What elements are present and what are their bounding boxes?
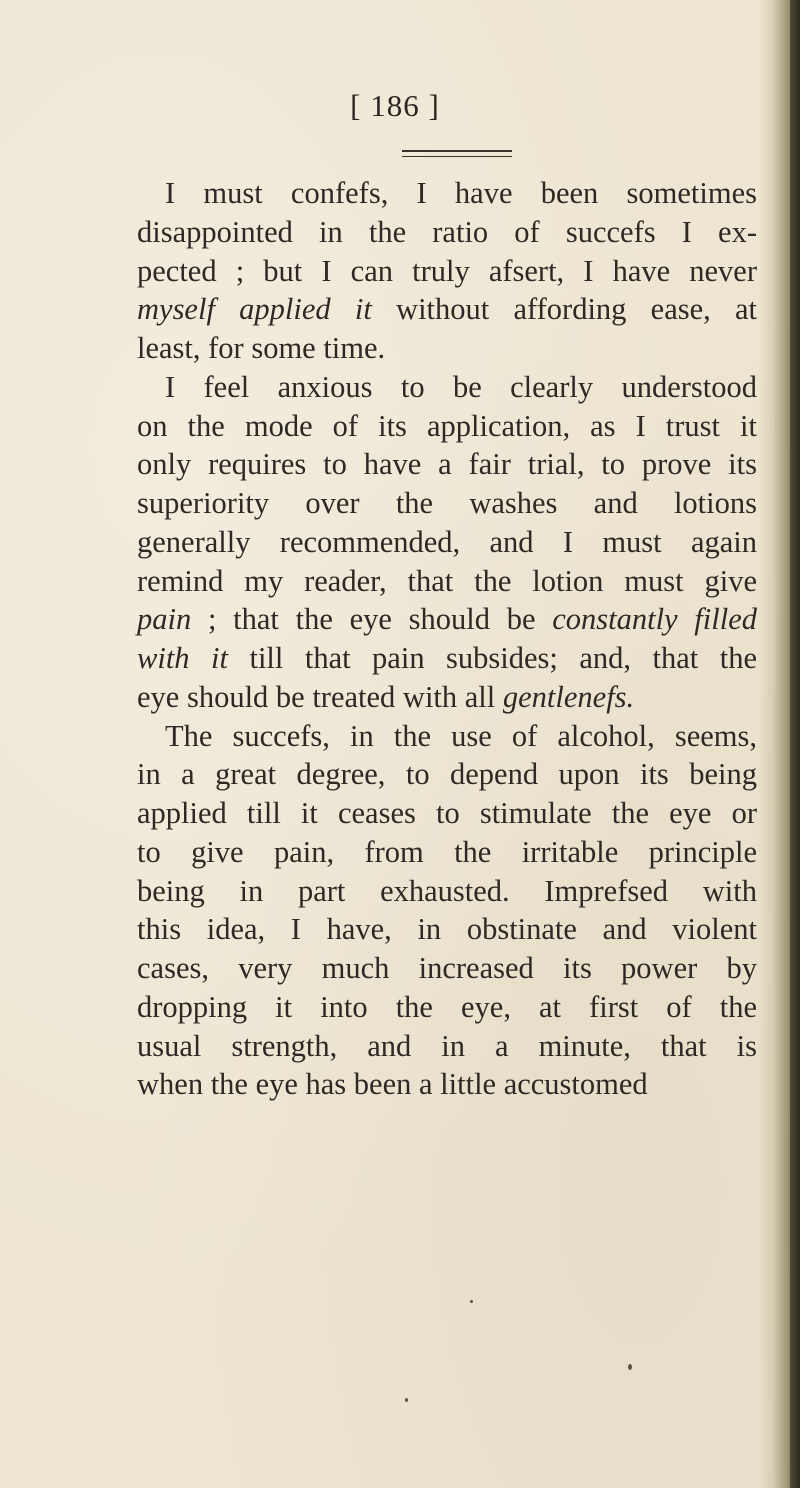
ink-speck bbox=[628, 1364, 632, 1370]
text-run: disappointed in the ratio of succefs I ex- bbox=[137, 214, 757, 249]
text-line bbox=[137, 872, 757, 911]
text-run: on the mode of its application, as I trust it bbox=[137, 408, 757, 443]
text-line bbox=[137, 949, 757, 988]
italic-text: myself applied it bbox=[137, 292, 372, 327]
text-run: remind my reader, that the lotion must give bbox=[137, 563, 757, 598]
text-run: The succefs, in the use of alcohol, seems, bbox=[165, 718, 757, 753]
italic-text: pain bbox=[137, 602, 192, 637]
text-line bbox=[137, 290, 757, 329]
text-run: I feel anxious to be clearly understood bbox=[165, 369, 757, 404]
text-run: without affording ease, at bbox=[371, 292, 758, 327]
text-run: least, for some time. bbox=[137, 331, 386, 365]
text-line bbox=[137, 174, 757, 213]
body-text bbox=[137, 174, 757, 1104]
text-line bbox=[137, 794, 757, 833]
text-line bbox=[137, 329, 757, 368]
text-run: applied till it ceases to stimulate the eye or bbox=[137, 796, 757, 830]
text-run: being in part exhausted. Imprefsed with bbox=[137, 873, 757, 908]
text-run: in a great degree, to depend upon its being bbox=[137, 757, 757, 792]
text-run: when the eye has been a little accustomed bbox=[137, 1067, 648, 1102]
text-run: pected ; but I can truly afsert, I have never bbox=[137, 253, 757, 288]
page-number: [ 186 ] bbox=[350, 88, 440, 123]
italic-text: gentlenefs. bbox=[502, 679, 635, 714]
text-line bbox=[137, 484, 757, 523]
italic-text: with it bbox=[137, 641, 228, 675]
header-rule bbox=[402, 150, 512, 152]
italic-text: constantly filled bbox=[552, 602, 757, 637]
text-line bbox=[137, 368, 757, 407]
text-run: I must confefs, I have been sometimes bbox=[165, 176, 757, 210]
text-line bbox=[137, 717, 757, 756]
text-line bbox=[137, 639, 757, 678]
text-run: dropping it into the eye, at first of the bbox=[137, 989, 757, 1024]
text-line bbox=[137, 678, 757, 717]
text-run: generally recommended, and I must again bbox=[137, 524, 757, 559]
text-run: till that pain subsides; and, that the bbox=[227, 641, 757, 675]
text-line bbox=[137, 407, 757, 446]
text-line bbox=[137, 1065, 757, 1104]
ink-speck bbox=[405, 1398, 408, 1402]
text-run: cases, very much increased its power by bbox=[137, 951, 757, 985]
text-line bbox=[137, 910, 757, 949]
text-line bbox=[137, 600, 757, 639]
text-line bbox=[137, 562, 757, 601]
header-rule-thin bbox=[402, 156, 512, 157]
text-run: this idea, I have, in obstinate and violent bbox=[137, 912, 757, 947]
text-line bbox=[137, 1027, 757, 1066]
text-line bbox=[137, 523, 757, 562]
text-run: eye should be treated with all bbox=[137, 679, 503, 714]
text-line bbox=[137, 755, 757, 794]
text-run: superiority over the washes and lotions bbox=[137, 486, 757, 520]
page-header bbox=[0, 88, 800, 124]
page-edge bbox=[790, 0, 800, 1488]
text-line bbox=[137, 988, 757, 1027]
text-run: to give pain, from the irritable principle bbox=[137, 834, 757, 869]
text-run: only requires to have a fair trial, to prove its bbox=[137, 447, 757, 482]
text-line bbox=[137, 833, 757, 872]
ink-speck bbox=[470, 1300, 473, 1303]
text-run: ; that the eye should be bbox=[191, 602, 553, 637]
text-line bbox=[137, 252, 757, 291]
text-line bbox=[137, 213, 757, 252]
text-run: usual strength, and in a minute, that is bbox=[137, 1028, 757, 1063]
text-line bbox=[137, 445, 757, 484]
